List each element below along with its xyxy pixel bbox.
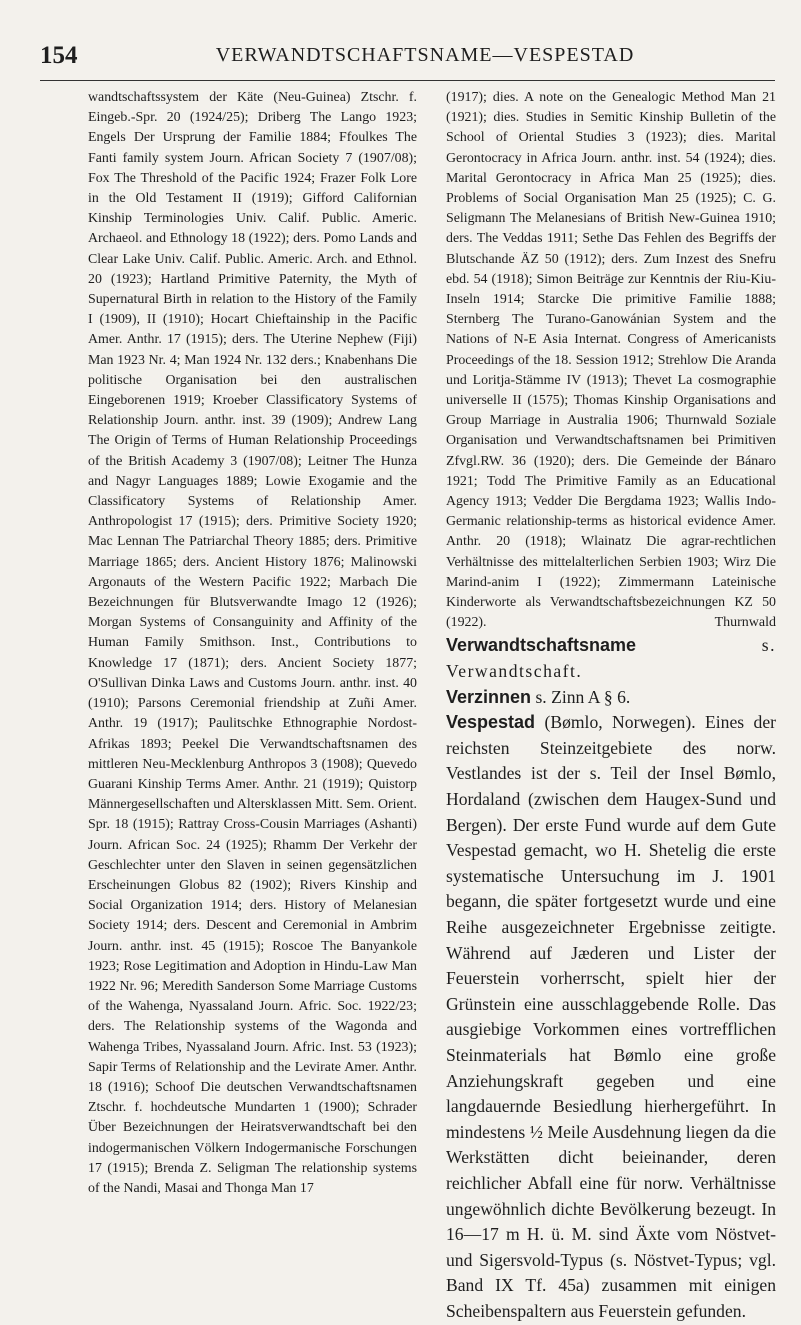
entry-text: s. Verwandtschaft. xyxy=(446,635,776,682)
entry-term: Verwandtschaftsname xyxy=(446,635,637,656)
entry-verzinnen xyxy=(446,685,776,711)
author-signature: Thurnwald xyxy=(714,615,776,631)
left-column xyxy=(88,88,417,1208)
header-rule xyxy=(40,80,775,81)
entry-verwandtschaftsname xyxy=(446,633,776,684)
entry-term: Vespestad xyxy=(446,712,536,733)
entry-vespestad xyxy=(446,710,776,1324)
page-number: 154 xyxy=(40,42,78,69)
entry-term: Verzinnen xyxy=(446,686,532,707)
entry-text: (Bømlo, Norwegen). Eines der reichsten Steinzeitgebiete des norw. Vestlandes ist der s. Teil der Insel Bømlo, Hordaland (zwischen dem Haugex-Sund und Bergen). Der erste Fund wurde auf dem Gute Vespestad gemacht, wo H. Shetelig die erste systematische Untersuchung im J. 1901 begann, die später fortgesetzt wurde und eine Reihe ausgezeichneter Ergebnisse zeitigte. Während auf Jæderen und Lister der Feuerstein vorherrscht, spielt hier der Grünstein eine ausschlaggebende Rolle. Das ausgiebige Vorkommen eines vortrefflichen Steinmaterials hat Bømlo eine große Anziehungskraft gegeben und eine langdauernde Besiedlung hierhergeführt. In mindestens ½ Meile Ausdehnung liegen da die Werkstätten dicht beieinander, deren reichlicher Abfall eine für norw. Verhältnisse ungewöhnlich dichte Bevölkerung bezeugt. In 16—17 m H. ü. M. sind Äxte vom Nöstvet- und Sigersvold-Typus (s. Nöstvet-Typus; vgl. Band IX Tf. 45a) zusammen mit einigen Scheibenspaltern aus Feuerstein gefunden. xyxy=(446,712,776,1321)
bibliography-text: wandtschaftssystem der Käte (Neu-Guinea) Ztschr. f. Eingeb.-Spr. 20 (1924/25); Driberg The Lango 1923; Engels Der Ursprung der Familie 1884; Ffoulkes The Fanti family system Journ. African Society 7 (1907/08); Fox The Threshold of the Pacific 1924; Frazer Folk Lore in the Old Testament II (1919); Gifford Californian Kinship Terminologies Univ. Calif. Public. Americ. Archaeol. and Ethnology 18 (1922); ders. Pomo Lands and Clear Lake Univ. Calif. Public. Americ. Arch. and Ethnol. 20 (1923); Hartland Primitive Paternity, the Myth of Supernatural Birth in relation to the History of the Family I (1909), II (1910); Hocart Chieftainship in the Pacific Amer. Anthr. 17 (1915); ders. The Uterine Nephew (Fiji) Man 1923 Nr. 4; Man 1924 Nr. 132 ders.; Knabenhans Die politische Organisation bei den australischen Eingeborenen 1919; Kroeber Classificatory Systems of Relationship Journ. anthr. inst. 39 (1909); Andrew Lang The Origin of Terms of Human Relationship Proceedings of the British Academy 3 (1907/08); Leitner The Hunza and Nagyr Languages 1889; Lowie Exogamie and the Classificatory Systems of Relationship Amer. Anthropologist 17 (1915); ders. Primitive Society 1920; Mac Lennan The Patriarchal Theory 1885; ders. Primitive Marriage 1865; ders. Ancient History 1876; Malinowski Argonauts of the Western Pacific 1922; Marbach Die Bezeichnungen für Blutsverwandte Imago 12 (1926); Morgan Systems of Consanguinity and Affinity of the Human Family Smithson. Inst., Contributions to Knowledge 17 (1871); ders. Ancient Society 1877; O'Sullivan Dinka Laws and Customs Journ. anthr. inst. 40 (1910); Parsons Ceremonial friendship at Zuñi Amer. Anthr. 19 (1917); Paulitschke Ethnographie Nordost-Afrikas 1893; Peekel Die Verwandtschaftsnamen des mittleren Neu-Mecklenburg Anthropos 3 (1908); Quevedo Guarani Kinship Terms Amer. Anthr. 21 (1919); Quistorp Männergesellschaften und Altersklassen Mitt. Sem. Orient. Spr. 18 (1915); Rattray Cross-Cousin Marriages (Ashanti) Journ. African Soc. 24 (1925); Rhamm Der Verkehr der Geschlechter unter den Slaven in seinen gegensätzlichen Erscheinungen Globus 82 (1902); Rivers Kinship and Social Organization 1914; ders. History of Melanesian Society 1914; ders. Descent and Ceremonial in Ambrim Journ. anthr. inst. 45 (1915); Roscoe The Banyankole 1923; Rose Legitimation and Adoption in Hindu-Law Man 1922 Nr. 96; Meredith Sanderson Some Marriage Customs of the Wahenga, Nyassaland Journ. Afric. Soc. 1922/23; ders. The Relationship systems of the Wagonda and Wahenga Tribes, Nyassaland Journ. Afric. Inst. 53 (1923); Sapir Terms of Relationship and the Levirate Amer. Anthr. 18 (1916); Schoof Die deutschen Verwandtschaftsnamen Ztschr. f. hochdeutsche Mundarten 1 (1900); Schrader Über Bezeichnungen der Heiratsverwandtschaft bei den indogermanischen Völkern Indogermanische Forschungen 17 (1915); Brenda Z. Seligman The relationship systems of the Nandi, Masai and Thonga Man 17 xyxy=(88,90,417,1196)
page-header xyxy=(40,42,770,76)
entry-text: s. Zinn A § 6. xyxy=(535,686,631,707)
running-head: VERWANDTSCHAFTSNAME—VESPESTAD xyxy=(215,44,635,66)
bibliography-continued: (1917); dies. A note on the Genealogic Method Man 21 (1921); dies. Studies in Semitic Kinship Bulletin of the School of Oriental Studies 3 (1923); dies. Marital Gerontocracy in Africa Journ. anthr. inst. 54 (1924); dies. Marital Gerontocracy in Africa Man 25 (1925); dies. Problems of Social Organisation Man 25 (1925); C. G. Seligmann The Melanesians of British New-Guinea 1910; ders. The Veddas 1911; Sethe Das Fehlen des Begriffs der Blutschande ÄZ 50 (1912); ders. Zum Inzest des Snefru ebd. 54 (1918); Simon Beiträge zur Kenntnis der Riu-Kiu-Inseln 1914; Starcke Die primitive Familie 1888; Sternberg The Turano-Ganowánian System and the Nations of N-E Asia Internat. Congress of Americanists Proceedings of the 18. Session 1912; Strehlow Die Aranda und Loritja-Stämme IV (1913); Thevet La cosmographie universelle II (1575); Thomas Kinship Organisations and Group Marriage in Australia 1906; Thurnwald Soziale Organisation und Verwandtschaftsnamen bei Primitiven Zfvgl.RW. 36 (1920); ders. Die Gemeinde der Bánaro 1921; Todd The Primitive Family as an Educational Agency 1913; Vedder Die Bergdama 1923; Wallis Indo-Germanic relationship-terms as historical evidence Amer. Anthr. 20 (1918); Wlainatz Die agrar-rechtlichen Verhältnisse des mittelalterlichen Serbien 1903; Wirz Die Marind-anim I (1922); Zimmermann Lateinische Kinderworte als Verwandtschaftsbezeichnungen KZ 50 (1922). xyxy=(446,90,776,631)
right-column xyxy=(446,88,776,1321)
